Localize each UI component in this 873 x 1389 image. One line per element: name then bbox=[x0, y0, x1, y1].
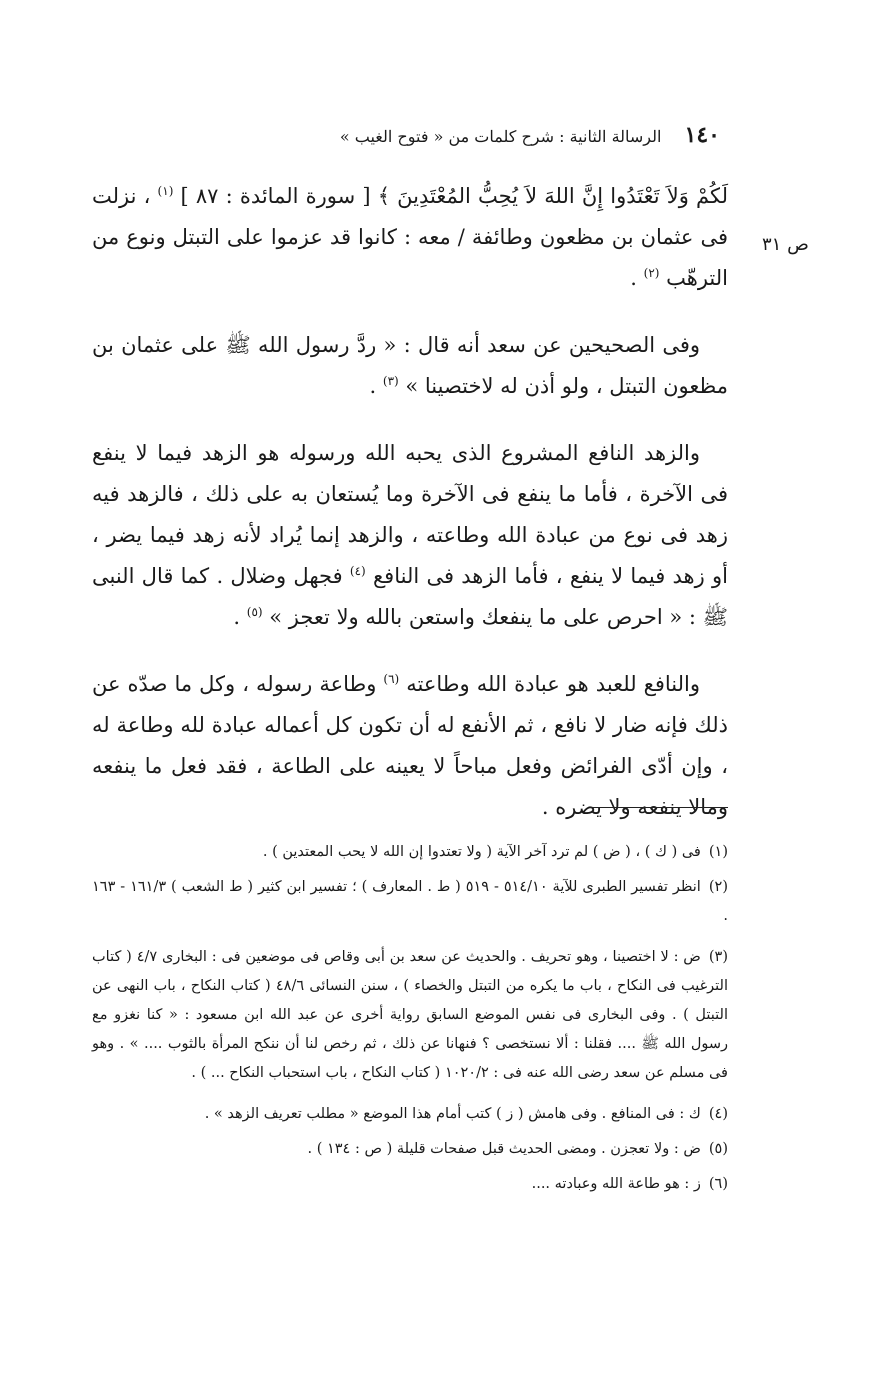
paragraph bbox=[92, 433, 728, 638]
paragraph-text: والنافع للعبد هو عبادة الله وطاعته bbox=[399, 672, 700, 696]
main-text bbox=[92, 176, 728, 854]
footnote-text: انظر تفسير الطبرى للآية ٥١٤/١٠ - ٥١٩ ( ط . المعارف ) ؛ تفسير ابن كثير ( ط الشعب ) ١٦١/٣ - ١٦٣ . bbox=[92, 879, 728, 924]
footnote-text: ض : لا اختصينا ، وهو تحريف . والحديث عن سعد بن أبى وقاص فى موضعين فى : البخارى ٤/٧ ( كتاب الترغيب فى النكاح ، باب ما يكره من التبتل والخصاء ) ، سنن النسائى ٤٨/٦ ( كتاب النكاح ، باب النهى عن التبتل ) . وفى البخارى فى نفس الموضع السابق رواية أخرى عن عبد الله ابن مسعود : « كنا نغزو مع رسول الله ﷺ .... فقلنا : ألا نستخصى ؟ فنهانا عن ذلك ، ثم رخص لنا أن ننكح المرأة بالثوب .... » . وهو فى مسلم عن سعد رضى الله عنه فى : ١٠٢٠/٢ ( كتاب النكاح ، باب استحباب النكاح ... ) . bbox=[92, 949, 728, 1081]
footnote-ref[interactable]: (٥) bbox=[246, 605, 263, 619]
footnote bbox=[92, 873, 728, 931]
paragraph-text: وطاعة رسوله ، وكل ما صدّه عن ذلك فإنه ضار لا نافع ، ثم الأنفع له أن تكون كل أعماله عبادة لله وطاعة له ، وإن أدّى الفرائض وفعل مباحاً لا يعينه على الطاعة ، فقد فعل ما ينفعه ومالا ينفعه ولا يضره . bbox=[92, 672, 728, 819]
paragraph-text: . bbox=[369, 374, 383, 398]
footnote-number: (٤) bbox=[708, 1106, 728, 1122]
paragraph bbox=[92, 176, 728, 299]
footnote-number: (٦) bbox=[708, 1176, 728, 1192]
running-title: الرسالة الثانية : شرح كلمات من « فتوح الغيب » bbox=[339, 127, 662, 146]
paragraph-text: والزهد النافع المشروع الذى يحبه الله ورسوله هو الزهد فيما لا ينفع فى الآخرة ، فأما ما ينفع فى الآخرة وما يُستعان به على ذلك ، فالزهد فيه زهد فى نوع من عبادة الله وطاعته ، والزهد إنما يُراد لأنه زهد فيما يضر ، أو زهد فيما لا ينفع ، فأما الزهد فى النافع bbox=[92, 441, 729, 588]
paragraph-text: فجهل وضلال . كما قال النبى ﷺ : « احرص على ما ينفعك واستعن بالله ولا تعجز » bbox=[92, 564, 728, 629]
footnote-text: ز : هو طاعة الله وعبادته .... bbox=[531, 1176, 701, 1192]
paragraph-text: وفى الصحيحين عن سعد أنه قال : « ردَّ رسول الله ﷺ على عثمان بن مظعون التبتل ، ولو أذن له لاختصينا » bbox=[92, 333, 728, 398]
paragraph bbox=[92, 664, 728, 828]
footnote bbox=[92, 943, 728, 1088]
footnote-ref[interactable]: (٣) bbox=[382, 374, 399, 388]
footnote-text: فى ( ك ) ، ( ض ) لم ترد آخر الآية ( ولا تعتدوا إن الله لا يحب المعتدين ) . bbox=[262, 844, 701, 860]
footnote-ref[interactable]: (٢) bbox=[643, 266, 660, 280]
paragraph-text: ، نزلت فى عثمان بن مظعون وطائفة / معه : كانوا قد عزموا على التبتل ونوع من الترهّب bbox=[92, 184, 728, 290]
footnote bbox=[92, 1100, 728, 1129]
page-number: ١٤٠ bbox=[684, 122, 720, 148]
footnote bbox=[92, 1170, 728, 1199]
margin-page-reference: ص ٣١ bbox=[762, 234, 809, 255]
footnote-ref[interactable]: (٦) bbox=[383, 672, 400, 686]
footnote bbox=[92, 838, 728, 867]
footnote-ref[interactable]: (٤) bbox=[349, 564, 366, 578]
footnote-ref[interactable]: (١) bbox=[157, 184, 174, 198]
footnote bbox=[92, 1135, 728, 1164]
footnote-text: ض : ولا تعجزن . ومضى الحديث قبل صفحات قليلة ( ص : ١٣٤ ) . bbox=[307, 1141, 701, 1157]
footnote-number: (٢) bbox=[708, 879, 728, 895]
paragraph-text: . bbox=[233, 605, 247, 629]
running-header bbox=[240, 122, 720, 148]
footnote-divider bbox=[590, 807, 728, 808]
paragraph bbox=[92, 325, 728, 407]
paragraph-text: . bbox=[630, 266, 644, 290]
paragraph-text: لَكُمْ وَلاَ تَعْتَدُوا إِنَّ اللهَ لاَ يُحِبُّ المُعْتَدِينَ ﴾ [ سورة المائدة : ٨٧ ] bbox=[173, 184, 729, 208]
footnote-number: (٥) bbox=[708, 1141, 728, 1157]
footnotes bbox=[92, 838, 728, 1205]
footnote-number: (١) bbox=[708, 844, 728, 860]
footnote-text: ك : فى المنافع . وفى هامش ( ز ) كتب أمام هذا الموضع « مطلب تعريف الزهد » . bbox=[204, 1106, 701, 1122]
footnote-number: (٣) bbox=[708, 949, 728, 965]
